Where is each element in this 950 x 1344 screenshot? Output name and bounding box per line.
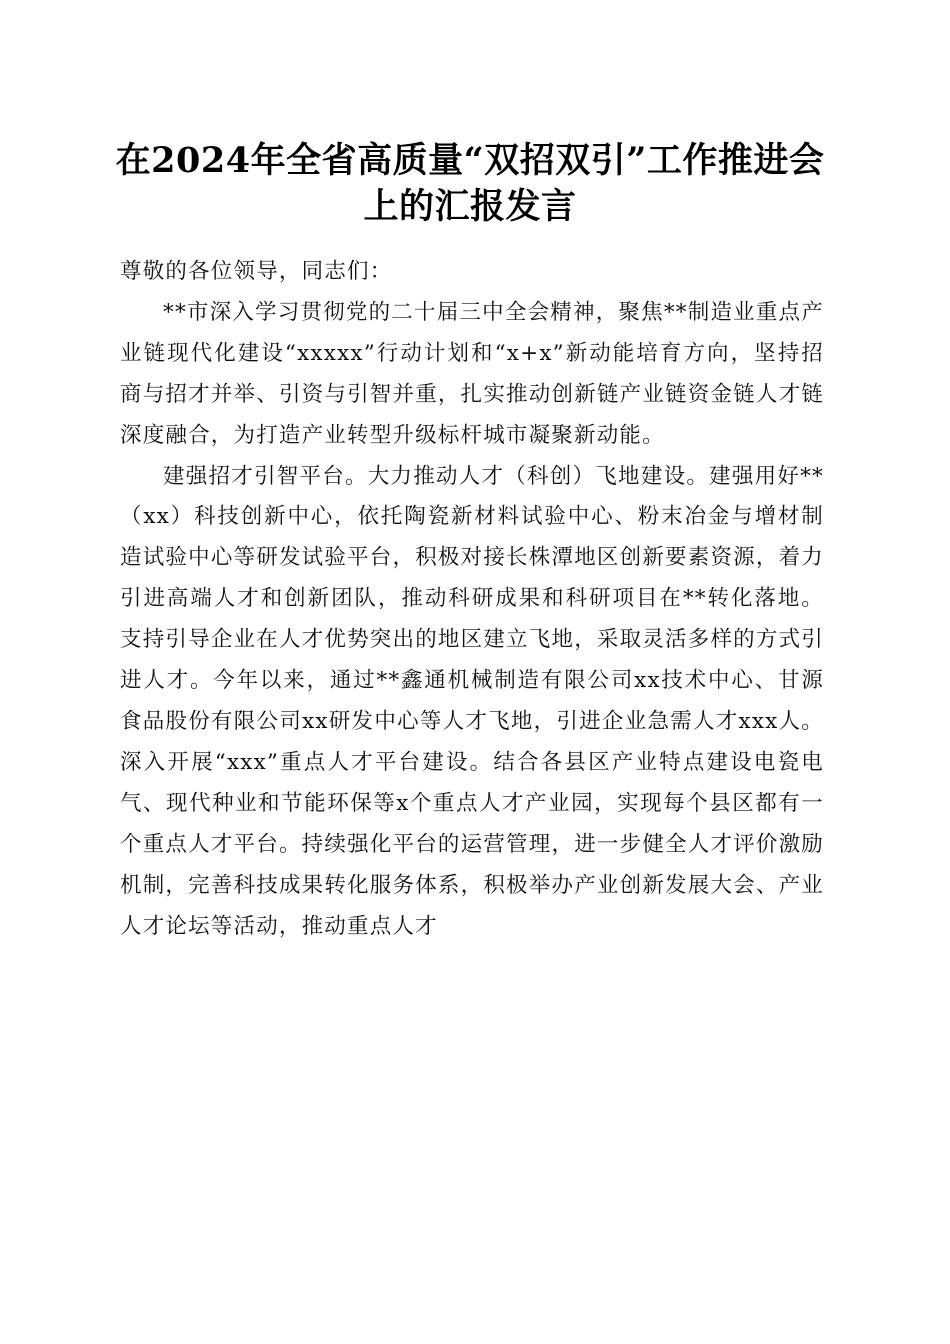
document-body — [120, 252, 824, 947]
paragraph-intro: **市深入学习贯彻党的二十届三中全会精神，聚焦**制造业重点产业链现代化建设“xxxxx”行动计划和“x+x”新动能培育方向，坚持招商与招才并举、引资与引智并重，扎实推动创新链产业链资金链人才链深度融合，为打造产业转型升级标杆城市凝聚新动能。 — [120, 299, 824, 448]
salutation: 尊敬的各位领导，同志们： — [120, 259, 393, 284]
document-title: 在2024年全省高质量“双招双引”工作推进会上的汇报发言 — [115, 140, 825, 227]
paragraph-platform: 建强招才引智平台。大力推动人才（科创）飞地建设。建强用好**（xx）科技创新中心，依托陶瓷新材料试验中心、粉末冶金与增材制造试验中心等研发试验平台，积极对接长株潭地区创新要素资源，着力引进高端人才和创新团队，推动科研成果和科研项目在**转化落地。支持引导企业在人才优势突出的地区建立飞地，采取灵活多样的方式引进人才。今年以来，通过**鑫通机械制造有限公司xx技术中心、甘源食品股份有限公司xx研发中心等人才飞地，引进企业急需人才xxx人。深入开展“xxx”重点人才平台建设。结合各县区产业特点建设电瓷电气、现代种业和节能环保等x个重点人才产业园，实现每个县区都有一个重点人才平台。持续强化平台的运营管理，进一步健全人才评价激励机制，完善科技成果转化服务体系，积极举办产业创新发展大会、产业人才论坛等活动，推动重点人才 — [120, 463, 824, 939]
